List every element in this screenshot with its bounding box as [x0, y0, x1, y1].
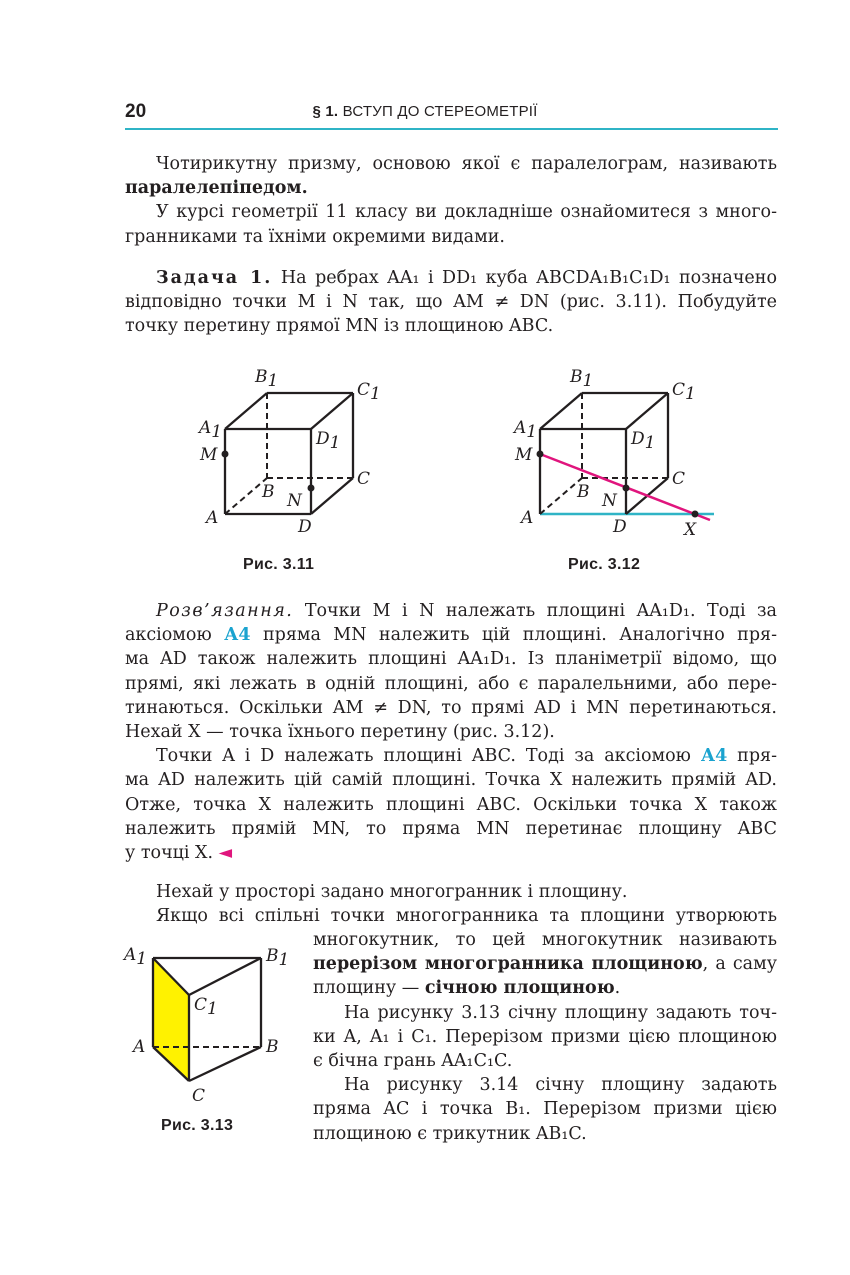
- solution-text: пряма MN належить цій площині. Аналогічно пря-: [262, 625, 777, 646]
- label-b1: B1: [570, 367, 594, 391]
- label-d1: D1: [316, 429, 341, 453]
- solution-line: [125, 599, 777, 623]
- section-line: пряма AC і точка B₁. Перерізом призми цією: [313, 1099, 777, 1120]
- solution-line: [125, 623, 777, 647]
- label-c: C: [192, 1086, 206, 1106]
- label-d1: D1: [631, 429, 656, 453]
- section-text: .: [614, 978, 621, 999]
- solution-text: пря-: [737, 746, 777, 767]
- end-of-solution-mark: ◄: [218, 843, 233, 864]
- intro-line: Чотирикутну призму, основою якої є паралелограм, називають: [156, 154, 777, 174]
- solution-label: Розв’язання.: [156, 601, 294, 621]
- section-line: На рисунку 3.13 січну площину задають точ-: [344, 1002, 777, 1023]
- section-text: , а саму: [702, 954, 777, 975]
- label-m: M: [515, 445, 533, 465]
- task-paragraph: [125, 266, 777, 339]
- solution-line: [125, 744, 777, 768]
- section-line: [313, 976, 777, 1000]
- figure-3-12: [510, 360, 730, 550]
- label-b: B: [262, 482, 275, 502]
- solution-text: Точки M і N належать площині AA₁D₁. Тоді за: [304, 601, 777, 621]
- label-c: C: [357, 469, 371, 489]
- page-number: 20: [125, 101, 147, 122]
- label-a: A: [521, 508, 534, 528]
- label-m: M: [200, 445, 218, 465]
- point-n: [623, 485, 630, 492]
- task-label: Задача 1.: [156, 268, 273, 288]
- solution-line: Нехай X — точка їхнього перетину (рис. 3.12).: [125, 722, 555, 743]
- solution-line: належить прямій MN, то пряма MN перетинає площину ABC: [125, 818, 777, 839]
- label-a1: A1: [124, 945, 148, 969]
- point-m: [222, 451, 229, 458]
- axiom-ref: А4: [700, 746, 728, 767]
- label-b: B: [577, 482, 590, 502]
- term-cross-section: перерізом многогранника площиною: [313, 954, 703, 975]
- task-line-text: На ребрах AA₁ і DD₁ куба ABCDA₁B₁C₁D₁ позначено: [280, 268, 777, 288]
- point-n: [308, 485, 315, 492]
- label-d: D: [613, 517, 627, 537]
- term-cutting-plane: січною площиною: [424, 978, 615, 999]
- caption-fig-3-12: Рис. 3.12: [568, 556, 641, 573]
- section-text: площину —: [313, 978, 420, 999]
- solution-line: прямі, які лежать в одній площині, або є паралельними, або пере-: [125, 673, 777, 694]
- intro-line-2: [125, 176, 777, 200]
- task-line: точку перетину прямої MN із площиною ABC.: [125, 316, 554, 337]
- label-a1: A1: [514, 418, 538, 442]
- label-a: A: [133, 1037, 146, 1057]
- section-intro: [125, 880, 777, 928]
- point-m: [537, 451, 544, 458]
- section-line: є бічна грань AA₁C₁C.: [313, 1051, 513, 1072]
- caption-fig-3-13: Рис. 3.13: [161, 1117, 234, 1134]
- label-n: N: [287, 491, 302, 511]
- label-c1: C1: [194, 995, 218, 1019]
- point-x: [692, 511, 699, 518]
- intro-punct: .: [301, 178, 308, 199]
- intro-paragraph: [125, 152, 777, 249]
- section-line: ки A, A₁ і C₁. Перерізом призми цією площиною: [313, 1026, 777, 1047]
- section-line: площиною є трикутник AB₁C.: [313, 1123, 587, 1144]
- section-line: Якщо всі спільні точки многогранника та площини утворюють: [156, 906, 777, 927]
- solution-line: тинаються. Оскільки AM ≠ DN, то прямі AD і MN перетинаються.: [125, 697, 777, 718]
- label-a: A: [206, 508, 219, 528]
- label-x: X: [684, 520, 697, 540]
- caption-fig-3-11: Рис. 3.11: [243, 556, 315, 573]
- task-line: [125, 266, 777, 290]
- label-b1: B1: [266, 946, 290, 970]
- solution-line: ма AD належить цій самій площині. Точка X належить прямій AD.: [125, 770, 777, 791]
- label-c1: C1: [357, 380, 381, 404]
- intro-line: У курсі геометрії 11 класу ви докладніше ознайомитеся з много-: [156, 202, 777, 223]
- task-line: відповідно точки M і N так, що AM ≠ DN (рис. 3.11). Побудуйте: [125, 292, 777, 313]
- section-line: [313, 952, 777, 976]
- axiom-ref: А4: [224, 625, 251, 646]
- section-title: ВСТУП ДО СТЕРЕОМЕТРІЇ: [342, 103, 538, 120]
- label-n: N: [602, 491, 617, 511]
- solution-text: Точки A і D належать площині ABC. Тоді за аксіомою: [156, 746, 691, 767]
- label-b: B: [266, 1037, 279, 1057]
- figure-3-13: [120, 935, 300, 1110]
- solution-line: Отже, точка X належить площині ABC. Оскільки точка X також: [125, 794, 777, 815]
- section-sign: § 1.: [312, 103, 339, 120]
- label-b1: B1: [255, 367, 279, 391]
- section-line: Нехай у просторі задано многогранник і площину.: [156, 882, 628, 902]
- solution-paragraph-1: [125, 599, 777, 865]
- label-d: D: [298, 517, 312, 537]
- section-definition: [313, 928, 777, 1146]
- solution-line: ма AD також належить площині AA₁D₁. Із планіметрії відомо, що: [125, 649, 777, 670]
- label-c: C: [672, 469, 686, 489]
- section-line: На рисунку 3.14 січну площину задають: [344, 1075, 777, 1096]
- label-c1: C1: [672, 380, 696, 404]
- figure-3-11: [195, 360, 395, 550]
- solution-line: [125, 841, 777, 865]
- solution-text: у точці X.: [125, 843, 214, 864]
- term-parallelepiped: паралелепіпедом: [125, 178, 302, 199]
- section-line: многокутник, то цей многокутник називають: [313, 930, 777, 950]
- intro-line: гранниками та їхніми окремими видами.: [125, 226, 505, 247]
- axiom-word: аксіомою: [125, 625, 212, 646]
- label-a1: A1: [199, 418, 223, 442]
- running-header: [0, 103, 850, 120]
- header-rule: [125, 128, 778, 130]
